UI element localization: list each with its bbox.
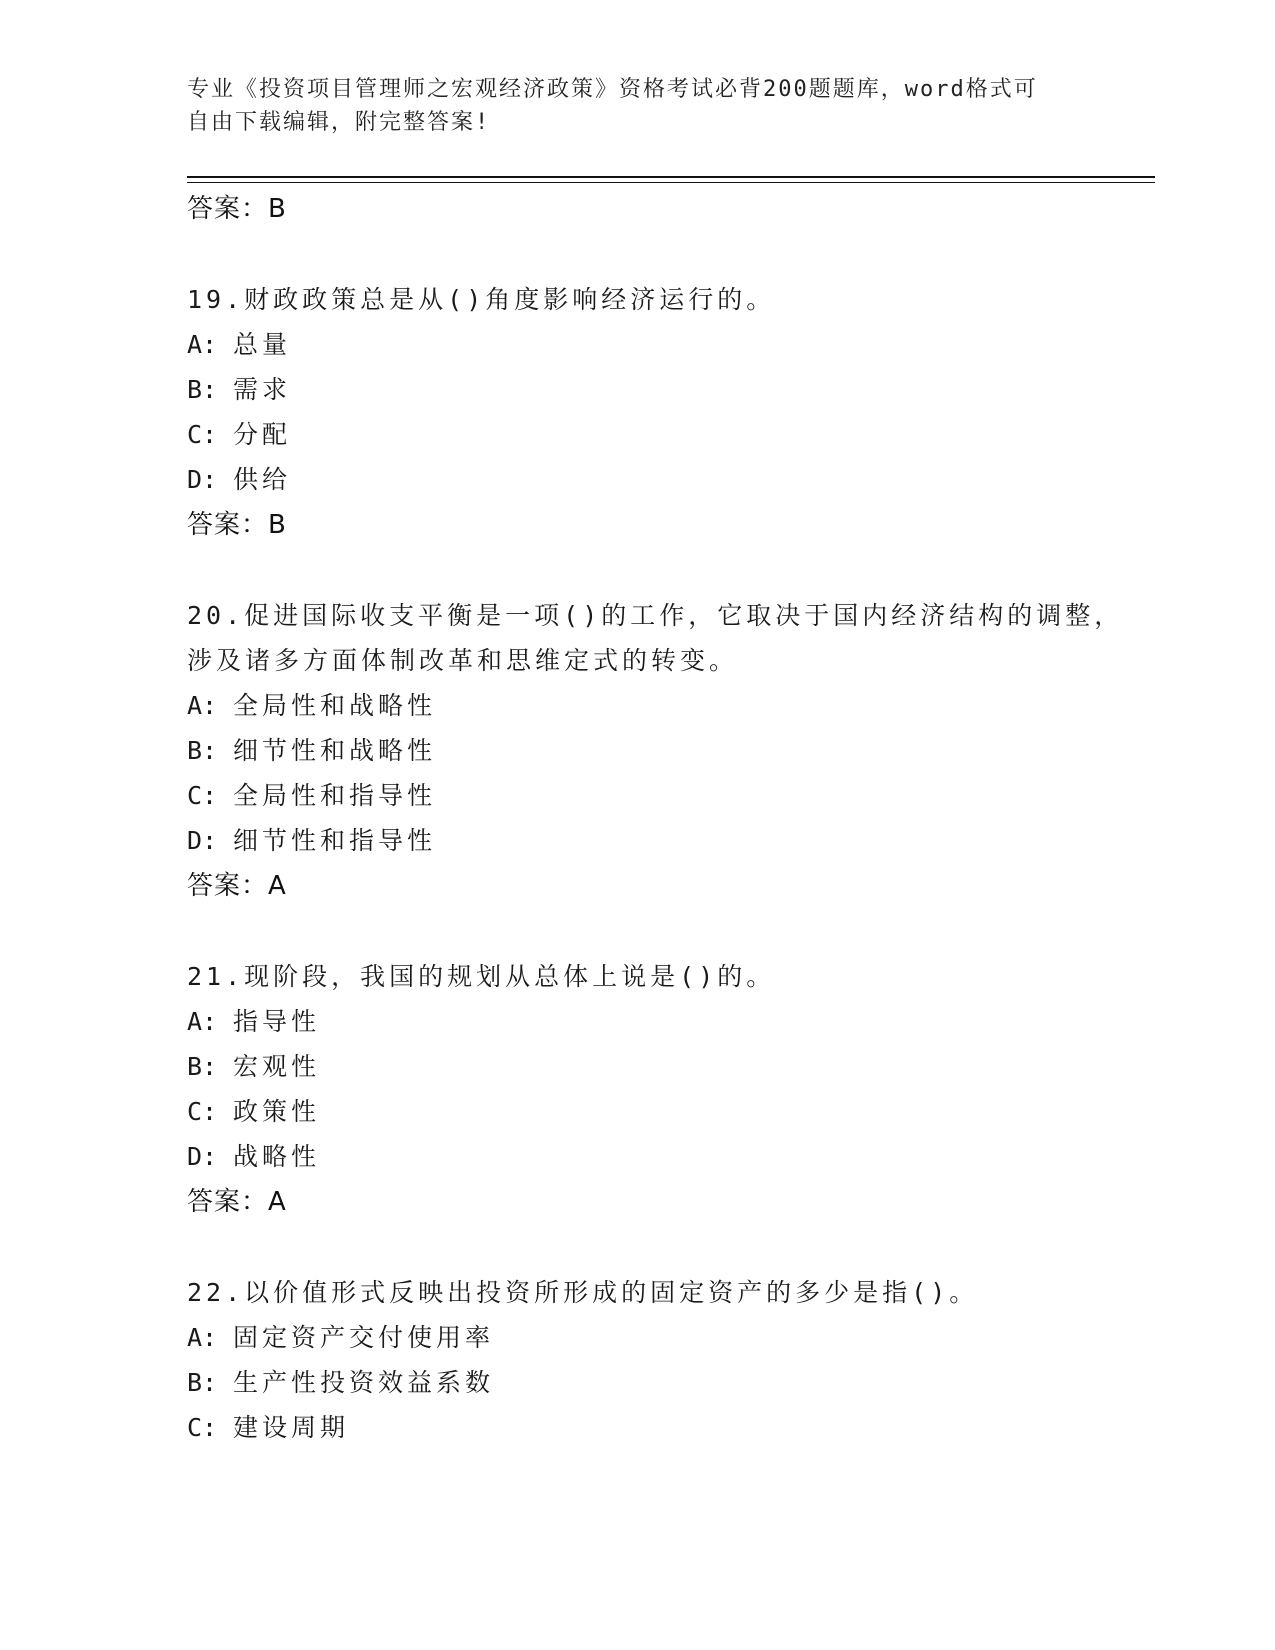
option-text: 细节性和战略性	[233, 736, 437, 765]
option-key: A:	[187, 330, 218, 359]
option-key: C:	[187, 1413, 218, 1442]
option-text: 需求	[233, 375, 292, 404]
option-key: C:	[187, 1097, 218, 1126]
option-key: C:	[187, 781, 218, 810]
question-text: 20.促进国际收支平衡是一项()的工作，它取决于国内经济结构的调整，涉及诸多方面体制改革和思维定式的转变。	[187, 601, 1124, 675]
option-key: D:	[187, 1142, 218, 1171]
question-list	[187, 186, 1137, 1450]
option-text: 建设周期	[233, 1413, 350, 1442]
option-key: B:	[187, 375, 218, 404]
option-text: 宏观性	[233, 1052, 321, 1081]
option-b	[187, 367, 1137, 412]
answer-line: 答案：B	[187, 194, 287, 224]
option-b	[187, 728, 1137, 773]
option-a	[187, 322, 1137, 367]
option-key: D:	[187, 826, 218, 855]
option-key: D:	[187, 465, 218, 494]
option-key: A:	[187, 1007, 218, 1036]
document-header	[187, 73, 1087, 139]
option-key: A:	[187, 1323, 218, 1352]
option-b	[187, 1360, 1137, 1405]
option-a	[187, 1315, 1137, 1360]
header-line-2: 自由下载编辑，附完整答案!	[187, 110, 491, 135]
option-text: 细节性和指导性	[233, 826, 437, 855]
answer-line: 答案：A	[187, 871, 287, 901]
option-text: 指导性	[233, 1007, 321, 1036]
option-key: B:	[187, 1052, 218, 1081]
option-text: 政策性	[233, 1097, 321, 1126]
option-a	[187, 683, 1137, 728]
question-block	[187, 277, 1137, 548]
question-block	[187, 1270, 1137, 1450]
option-c	[187, 412, 1137, 457]
option-text: 固定资产交付使用率	[233, 1323, 495, 1352]
question-text: 19.财政政策总是从()角度影响经济运行的。	[187, 285, 776, 314]
option-a	[187, 999, 1137, 1044]
question-text: 22.以价值形式反映出投资所形成的固定资产的多少是指()。	[187, 1278, 979, 1307]
option-text: 战略性	[233, 1142, 321, 1171]
option-b	[187, 1044, 1137, 1089]
option-text: 分配	[233, 420, 292, 449]
answer-line: 答案：B	[187, 510, 287, 540]
option-key: C:	[187, 420, 218, 449]
question-block	[187, 954, 1137, 1225]
option-text: 全局性和战略性	[233, 691, 437, 720]
option-text: 生产性投资效益系数	[233, 1368, 495, 1397]
question-block	[187, 593, 1137, 909]
header-rule-thick	[187, 176, 1155, 178]
option-c	[187, 773, 1137, 818]
answer-line: 答案：A	[187, 1187, 287, 1217]
option-d	[187, 457, 1137, 502]
option-key: A:	[187, 691, 218, 720]
question-text: 21.现阶段，我国的规划从总体上说是()的。	[187, 962, 776, 991]
option-text: 全局性和指导性	[233, 781, 437, 810]
header-rule-thin	[187, 182, 1155, 183]
option-key: B:	[187, 736, 218, 765]
option-c	[187, 1089, 1137, 1134]
option-c	[187, 1405, 1137, 1450]
header-line-1: 专业《投资项目管理师之宏观经济政策》资格考试必背200题题库，word格式可	[187, 77, 1038, 102]
option-text: 总量	[233, 330, 292, 359]
option-key: B:	[187, 1368, 218, 1397]
option-text: 供给	[233, 465, 292, 494]
option-d	[187, 1134, 1137, 1179]
option-d	[187, 818, 1137, 863]
